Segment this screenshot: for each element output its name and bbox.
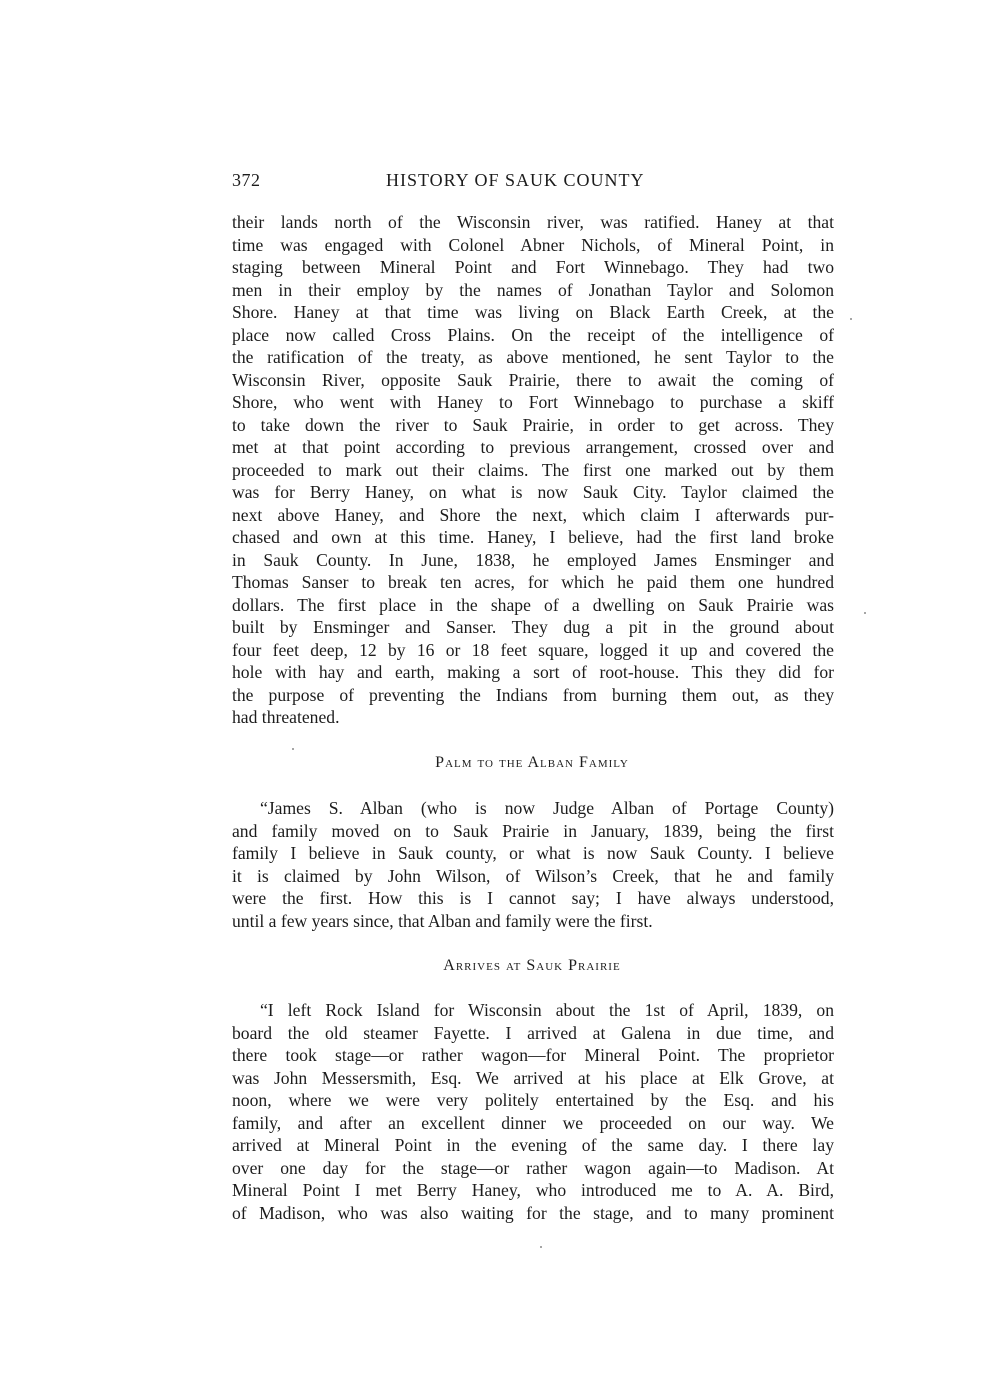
running-head <box>232 170 832 194</box>
section-heading-alban-family: Palm to the Alban Family <box>435 754 629 771</box>
text-line: there took stage—or rather wagon—for Mineral Point. The proprietor <box>232 1045 834 1065</box>
running-title: HISTORY OF SAUK COUNTY <box>386 170 645 190</box>
section-heading-arrives-sauk-prairie: Arrives at Sauk Prairie <box>443 957 621 974</box>
text-line: family I believe in Sauk county, or what is now Sauk County. I believe <box>232 843 834 863</box>
scan-speck <box>540 1246 542 1248</box>
text-line: over one day for the stage—or rather wagon again—to Madison. At <box>232 1157 834 1178</box>
text-line: Mineral Point I met Berry Haney, who introduced me to A. A. Bird, <box>232 1180 834 1200</box>
paragraph-3 <box>232 999 834 1224</box>
text-line: had threatened. <box>232 707 340 727</box>
text-line: Shore. Haney at that time was living on Black Earth Creek, at the <box>232 302 834 322</box>
text-line: dollars. The first place in the shape of a dwelling on Sauk Prairie was <box>232 594 834 615</box>
text-line: their lands north of the Wisconsin river, was ratified. Haney at that <box>232 212 834 232</box>
text-line: Wisconsin River, opposite Sauk Prairie, there to await the coming of <box>232 369 834 390</box>
page-number: 372 <box>232 170 261 190</box>
text-line: four feet deep, 12 by 16 or 18 feet square, logged it up and covered the <box>232 639 834 660</box>
text-line: proceeded to mark out their claims. The first one marked out by them <box>232 459 834 480</box>
text-line: built by Ensminger and Sanser. They dug a pit in the ground about <box>232 617 834 637</box>
text-line: place now called Cross Plains. On the receipt of the intelligence of <box>232 324 834 345</box>
text-line: men in their employ by the names of Jonathan Taylor and Solomon <box>232 279 834 300</box>
text-line: time was engaged with Colonel Abner Nichols, of Mineral Point, in <box>232 234 834 255</box>
text-line: next above Haney, and Shore the next, which claim I afterwards pur- <box>232 504 834 525</box>
text-line: and family moved on to Sauk Prairie in January, 1839, being the first <box>232 820 834 841</box>
text-line: was John Messersmith, Esq. We arrived at his place at Elk Grove, at <box>232 1067 834 1088</box>
text-line: hole with hay and earth, making a sort of root-house. This they did for <box>232 662 834 682</box>
text-line: met at that point according to previous arrangement, crossed over and <box>232 437 834 457</box>
text-line: family, and after an excellent dinner we proceeded on our way. We <box>232 1112 834 1133</box>
text-line: Thomas Sanser to break ten acres, for which he paid them one hundred <box>232 572 834 592</box>
text-line: was for Berry Haney, on what is now Sauk City. Taylor claimed the <box>232 482 834 502</box>
text-line: in Sauk County. In June, 1838, he employed James Ensminger and <box>232 549 834 570</box>
text-line: until a few years since, that Alban and family were the first. <box>232 910 653 931</box>
text-line: arrived at Mineral Point in the evening of the same day. I there lay <box>232 1135 834 1155</box>
text-line: chased and own at this time. Haney, I believe, had the first land broke <box>232 527 834 547</box>
text-line: “James S. Alban (who is now Judge Alban of Portage County) <box>260 798 834 818</box>
text-line: “I left Rock Island for Wisconsin about the 1st of April, 1839, on <box>260 1000 834 1020</box>
text-line: to take down the river to Sauk Prairie, in order to get across. They <box>232 414 834 435</box>
scan-speck <box>850 318 852 320</box>
text-line: Shore, who went with Haney to Fort Winnebago to purchase a skiff <box>232 392 834 412</box>
paragraph-1 <box>232 211 834 729</box>
text-line: the purpose of preventing the Indians from burning them out, as they <box>232 684 834 705</box>
scan-speck <box>864 612 866 614</box>
text-line: it is claimed by John Wilson, of Wilson’s Creek, that he and family <box>232 865 834 886</box>
text-line: staging between Mineral Point and Fort Winnebago. They had two <box>232 257 834 277</box>
text-line: board the old steamer Fayette. I arrived at Galena in due time, and <box>232 1022 834 1043</box>
text-line: the ratification of the treaty, as above mentioned, he sent Taylor to the <box>232 347 834 367</box>
text-line: were the first. How this is I cannot say; I have always understood, <box>232 888 834 908</box>
text-line: noon, where we were very politely entertained by the Esq. and his <box>232 1090 834 1110</box>
paragraph-2 <box>232 797 834 932</box>
text-line: of Madison, who was also waiting for the stage, and to many prominent <box>232 1202 834 1223</box>
scan-speck <box>292 748 294 750</box>
